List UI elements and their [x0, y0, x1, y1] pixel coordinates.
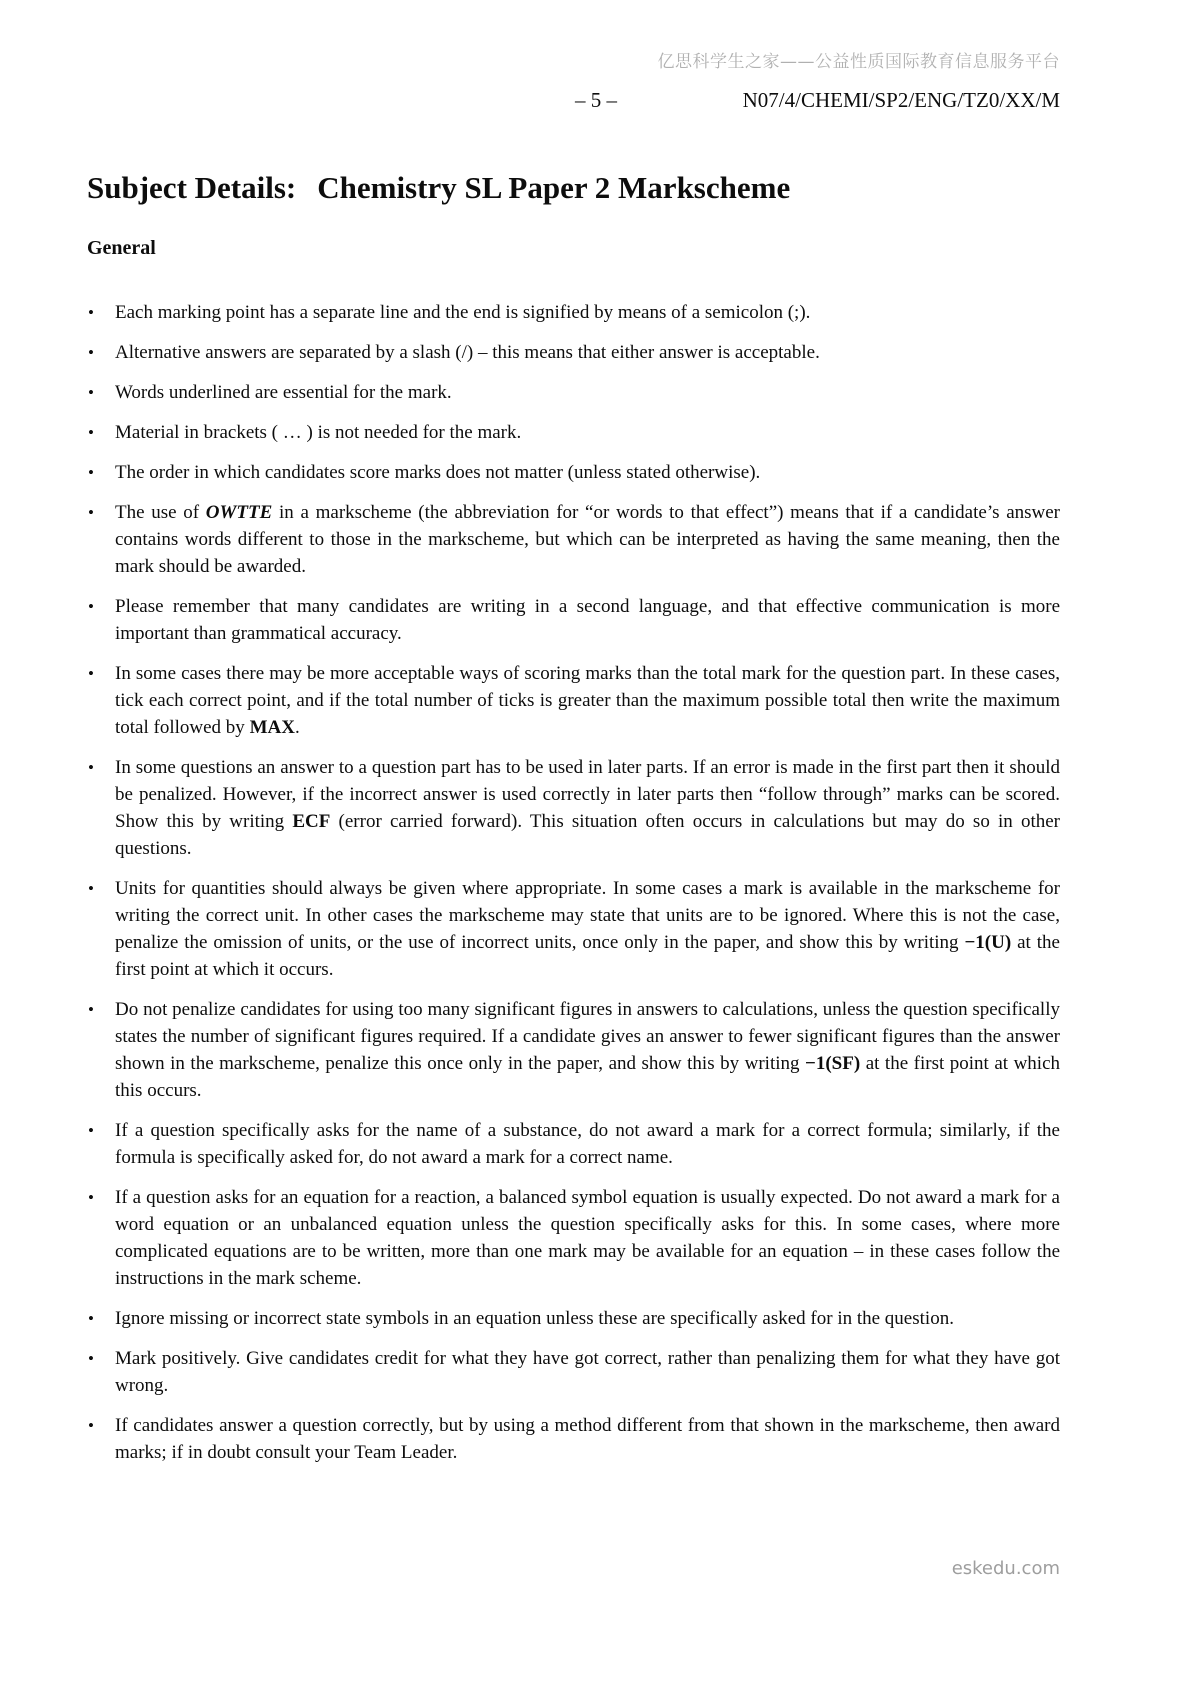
- page-number: – 5 –: [575, 88, 617, 112]
- bullet-text: Please remember that many candidates are writing in a second language, and that effective communication is more important than grammatical accuracy.: [115, 596, 1060, 644]
- list-item: [87, 660, 1060, 741]
- list-item: [87, 339, 1060, 366]
- bullet-text: In some questions an answer to a question part has to be used in later parts. If an error is made in the first part then it should be penalized. However, if the incorrect answer is used correctly in later parts then “follow through” marks can be scored. Show this by writing ECF (error carried forward). This situation often occurs in calculations but may do so in other questions.: [115, 757, 1061, 859]
- list-item: [87, 299, 1060, 326]
- list-item: [87, 593, 1060, 647]
- bullet-icon: •: [88, 597, 94, 616]
- bullet-text: Words underlined are essential for the mark.: [115, 382, 452, 403]
- bullet-icon: •: [88, 303, 94, 322]
- list-item: [87, 459, 1060, 486]
- bullet-icon: •: [88, 1416, 94, 1435]
- list-item: [87, 1117, 1060, 1171]
- list-item: [87, 379, 1060, 406]
- bullet-text: Units for quantities should always be given where appropriate. In some cases a mark is available in the markscheme for writing the correct unit. In other cases the markscheme may state that units are to be ignored. Where this is not the case, penalize the omission of units, or the use of incorrect units, once only in the paper, and show this by writing −1(U) at the first point at which it occurs.: [115, 878, 1060, 980]
- bullet-text: Material in brackets ( … ) is not needed for the mark.: [115, 422, 522, 443]
- bullet-list: [0, 299, 1060, 1466]
- bullet-text: The use of OWTTE in a markscheme (the abbreviation for “or words to that effect”) means that if a candidate’s answer contains words different to those in the markscheme, but which can be interpreted as having the same meaning, then the mark should be awarded.: [115, 502, 1060, 577]
- list-item: [87, 875, 1060, 983]
- list-item: [87, 754, 1060, 862]
- bullet-text: If a question specifically asks for the name of a substance, do not award a mark for a correct formula; similarly, if the formula is specifically asked for, do not award a mark for a correct name.: [115, 1120, 1060, 1168]
- bullet-text: Mark positively. Give candidates credit for what they have got correct, rather than penalizing them for what they have got wrong.: [115, 1348, 1060, 1396]
- top-watermark: 亿思科学生之家——公益性质国际教育信息服务平台: [657, 52, 1060, 72]
- bottom-watermark: eskedu.com: [951, 1558, 1060, 1579]
- bullet-text: If candidates answer a question correctly, but by using a method different from that shown in the markscheme, then award marks; if in doubt consult your Team Leader.: [115, 1415, 1060, 1463]
- bullet-text: Do not penalize candidates for using too many significant figures in answers to calculations, unless the question specifically states the number of significant figures required. If a candidate gives an answer to fewer significant figures than the answer shown in the markscheme, penalize this once only in the paper, and show this by writing −1(SF) at the first point at which this occurs.: [115, 999, 1061, 1101]
- title-label: Subject Details:: [87, 170, 297, 205]
- bullet-text: The order in which candidates score marks does not matter (unless stated otherwise).: [115, 462, 761, 483]
- list-item: [87, 1412, 1060, 1466]
- bullet-text: Each marking point has a separate line and the end is signified by means of a semicolon (;).: [115, 302, 811, 323]
- bullet-text: Ignore missing or incorrect state symbols in an equation unless these are specifically asked for in the question.: [115, 1308, 954, 1329]
- list-item: [87, 1184, 1060, 1292]
- list-item: [87, 419, 1060, 446]
- section-heading: General: [87, 237, 156, 259]
- paper-code: N07/4/CHEMI/SP2/ENG/TZ0/XX/M: [742, 88, 1060, 112]
- title-text: Chemistry SL Paper 2 Markscheme: [317, 170, 791, 205]
- bullet-icon: •: [88, 1349, 94, 1368]
- bullet-icon: •: [88, 664, 94, 683]
- bullet-icon: •: [88, 383, 94, 402]
- list-item: [87, 499, 1060, 580]
- bullet-icon: •: [88, 463, 94, 482]
- bullet-icon: •: [88, 423, 94, 442]
- list-item: [87, 1305, 1060, 1332]
- bullet-icon: •: [88, 879, 94, 898]
- bullet-icon: •: [88, 1309, 94, 1328]
- page-title: [0, 170, 1191, 205]
- bullet-icon: •: [88, 1000, 94, 1019]
- bullet-icon: •: [88, 343, 94, 362]
- bullet-icon: •: [88, 758, 94, 777]
- bullet-text: Alternative answers are separated by a slash (/) – this means that either answer is acceptable.: [115, 342, 820, 363]
- list-item: [87, 1345, 1060, 1399]
- bullet-icon: •: [88, 1121, 94, 1140]
- bullet-icon: •: [88, 503, 94, 522]
- bullet-text: If a question asks for an equation for a reaction, a balanced symbol equation is usually expected. Do not award a mark for a word equation or an unbalanced equation unless the question specifically asks for this. In some cases, where more complicated equations are to be written, more than one mark may be available for an equation – in these cases follow the instructions in the mark scheme.: [115, 1187, 1060, 1289]
- bullet-icon: •: [88, 1188, 94, 1207]
- page-header: [0, 87, 1191, 113]
- bullet-text: In some cases there may be more acceptable ways of scoring marks than the total mark for the question part. In these cases, tick each correct point, and if the total number of ticks is greater than the maximum possible total then write the maximum total followed by MAX.: [115, 663, 1060, 738]
- list-item: [87, 996, 1060, 1104]
